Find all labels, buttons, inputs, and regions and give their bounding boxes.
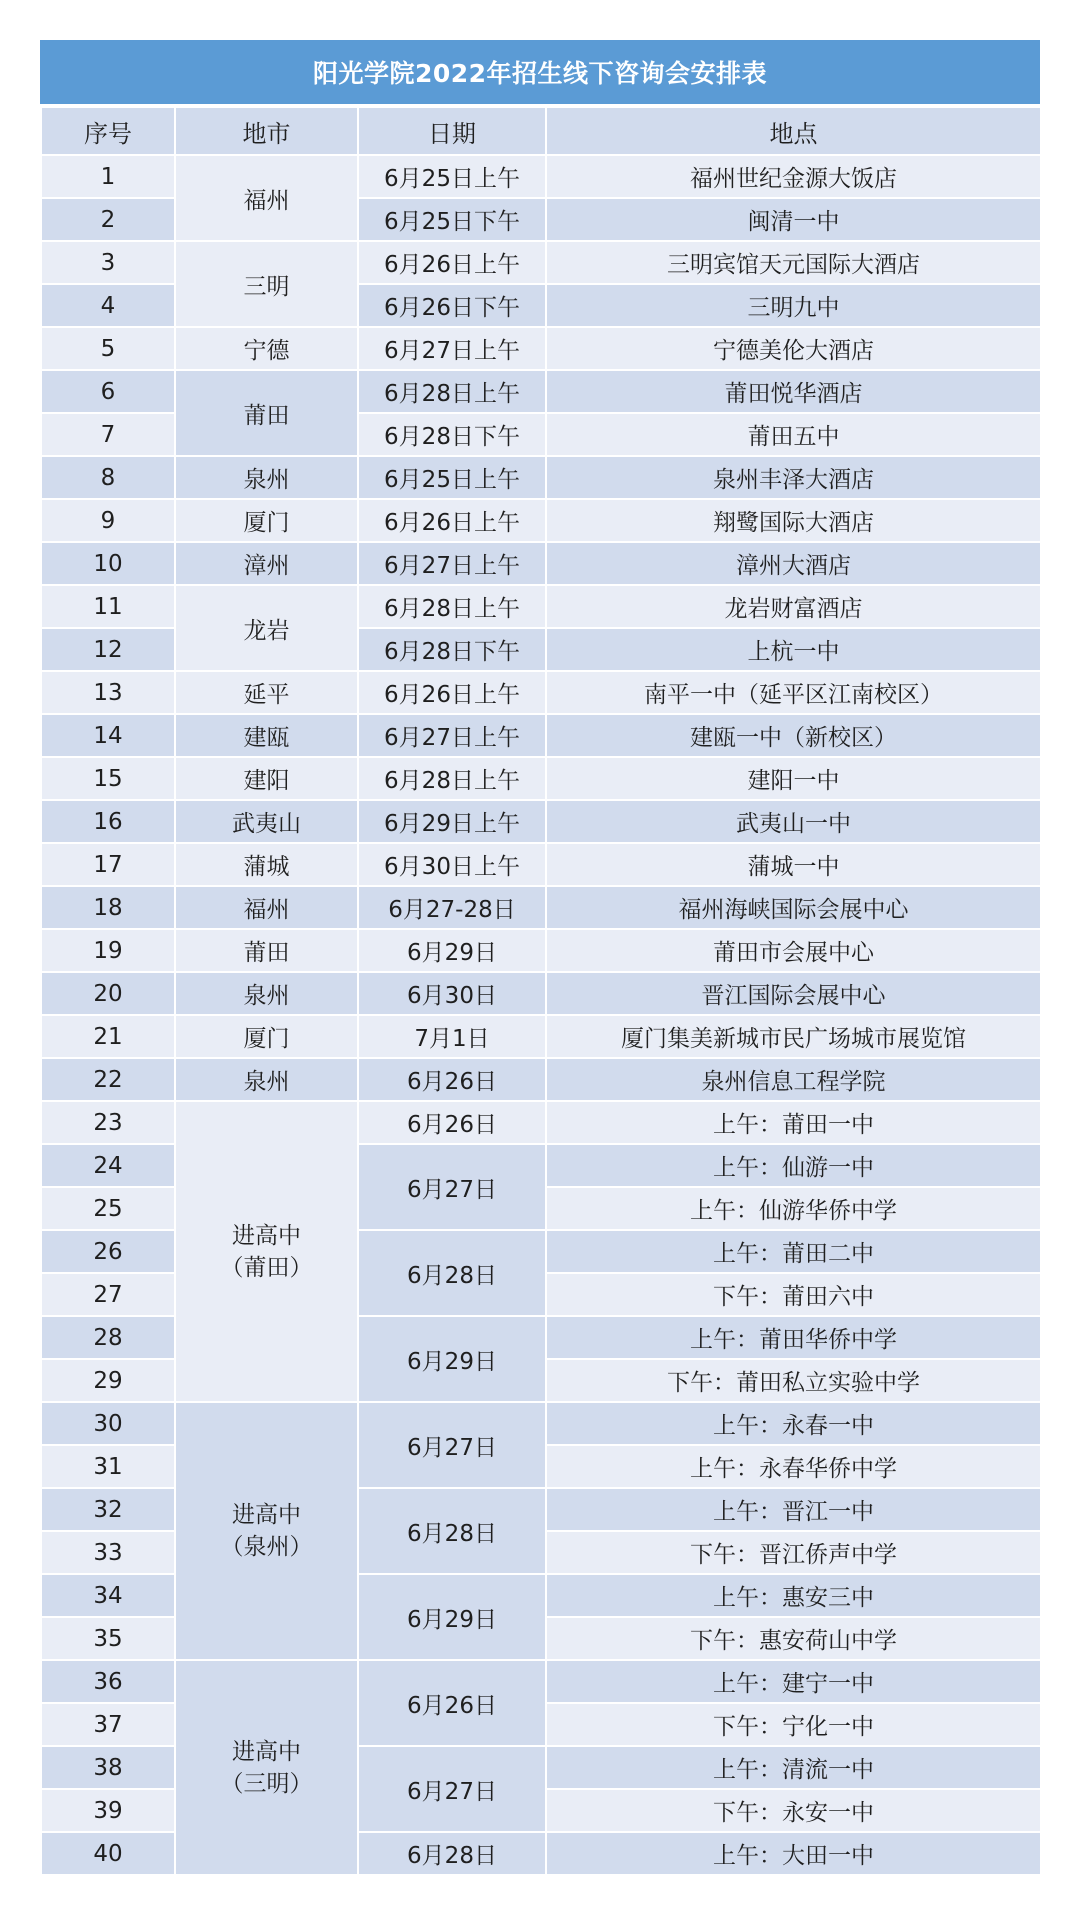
cell-index: 12 bbox=[41, 628, 175, 671]
cell-location: 翔鹭国际大酒店 bbox=[546, 499, 1041, 542]
cell-date: 6月27日上午 bbox=[358, 714, 546, 757]
cell-location: 上午：惠安三中 bbox=[546, 1574, 1041, 1617]
cell-city: 进高中 （三明） bbox=[175, 1660, 358, 1875]
cell-city: 泉州 bbox=[175, 456, 358, 499]
cell-date: 6月27-28日 bbox=[358, 886, 546, 929]
cell-date: 6月26日 bbox=[358, 1058, 546, 1101]
cell-location: 三明宾馆天元国际大酒店 bbox=[546, 241, 1041, 284]
cell-location: 下午：惠安荷山中学 bbox=[546, 1617, 1041, 1660]
cell-city: 龙岩 bbox=[175, 585, 358, 671]
cell-location: 建瓯一中（新校区） bbox=[546, 714, 1041, 757]
cell-date: 6月26日上午 bbox=[358, 671, 546, 714]
cell-location: 三明九中 bbox=[546, 284, 1041, 327]
cell-index: 11 bbox=[41, 585, 175, 628]
header-index: 序号 bbox=[41, 107, 175, 155]
cell-location: 莆田五中 bbox=[546, 413, 1041, 456]
cell-location: 下午：莆田六中 bbox=[546, 1273, 1041, 1316]
cell-index: 21 bbox=[41, 1015, 175, 1058]
cell-index: 35 bbox=[41, 1617, 175, 1660]
cell-location: 上午：永春华侨中学 bbox=[546, 1445, 1041, 1488]
cell-index: 16 bbox=[41, 800, 175, 843]
cell-index: 36 bbox=[41, 1660, 175, 1703]
table-body bbox=[41, 155, 1041, 1875]
table-title: 阳光学院2022年招生线下咨询会安排表 bbox=[40, 40, 1040, 106]
table-row bbox=[41, 757, 1041, 800]
table-row bbox=[41, 370, 1041, 413]
cell-index: 23 bbox=[41, 1101, 175, 1144]
cell-date: 6月30日上午 bbox=[358, 843, 546, 886]
cell-date: 6月28日上午 bbox=[358, 585, 546, 628]
cell-index: 2 bbox=[41, 198, 175, 241]
cell-city: 莆田 bbox=[175, 929, 358, 972]
cell-date: 6月30日 bbox=[358, 972, 546, 1015]
cell-index: 6 bbox=[41, 370, 175, 413]
table-row bbox=[41, 155, 1041, 198]
cell-city: 泉州 bbox=[175, 1058, 358, 1101]
cell-city: 厦门 bbox=[175, 1015, 358, 1058]
table-row bbox=[41, 456, 1041, 499]
cell-location: 漳州大酒店 bbox=[546, 542, 1041, 585]
cell-location: 上午：建宁一中 bbox=[546, 1660, 1041, 1703]
cell-location: 上杭一中 bbox=[546, 628, 1041, 671]
cell-date: 6月25日下午 bbox=[358, 198, 546, 241]
cell-location: 上午：莆田华侨中学 bbox=[546, 1316, 1041, 1359]
table-row bbox=[41, 542, 1041, 585]
cell-index: 34 bbox=[41, 1574, 175, 1617]
cell-city: 三明 bbox=[175, 241, 358, 327]
cell-date: 6月29日 bbox=[358, 929, 546, 972]
table-row bbox=[41, 499, 1041, 542]
cell-date: 6月25日上午 bbox=[358, 456, 546, 499]
cell-location: 上午：莆田一中 bbox=[546, 1101, 1041, 1144]
header-date: 日期 bbox=[358, 107, 546, 155]
cell-index: 39 bbox=[41, 1789, 175, 1832]
cell-location: 泉州丰泽大酒店 bbox=[546, 456, 1041, 499]
cell-index: 1 bbox=[41, 155, 175, 198]
cell-location: 下午：莆田私立实验中学 bbox=[546, 1359, 1041, 1402]
cell-date: 6月28日上午 bbox=[358, 757, 546, 800]
cell-location: 上午：仙游一中 bbox=[546, 1144, 1041, 1187]
cell-index: 28 bbox=[41, 1316, 175, 1359]
cell-location: 下午：宁化一中 bbox=[546, 1703, 1041, 1746]
cell-location: 上午：莆田二中 bbox=[546, 1230, 1041, 1273]
header-row bbox=[41, 107, 1041, 155]
cell-city: 进高中 （莆田） bbox=[175, 1101, 358, 1402]
cell-index: 32 bbox=[41, 1488, 175, 1531]
cell-location: 晋江国际会展中心 bbox=[546, 972, 1041, 1015]
table-row bbox=[41, 972, 1041, 1015]
cell-date: 6月25日上午 bbox=[358, 155, 546, 198]
cell-city: 延平 bbox=[175, 671, 358, 714]
table-row bbox=[41, 1660, 1041, 1703]
cell-date: 6月28日 bbox=[358, 1832, 546, 1875]
cell-location: 上午：晋江一中 bbox=[546, 1488, 1041, 1531]
cell-index: 8 bbox=[41, 456, 175, 499]
cell-location: 南平一中（延平区江南校区） bbox=[546, 671, 1041, 714]
cell-location: 上午：清流一中 bbox=[546, 1746, 1041, 1789]
cell-city: 建瓯 bbox=[175, 714, 358, 757]
table-row bbox=[41, 671, 1041, 714]
cell-index: 18 bbox=[41, 886, 175, 929]
table-row bbox=[41, 714, 1041, 757]
cell-city: 建阳 bbox=[175, 757, 358, 800]
table-row bbox=[41, 1058, 1041, 1101]
cell-city: 泉州 bbox=[175, 972, 358, 1015]
cell-city: 福州 bbox=[175, 886, 358, 929]
cell-location: 蒲城一中 bbox=[546, 843, 1041, 886]
table-row bbox=[41, 1402, 1041, 1445]
cell-index: 30 bbox=[41, 1402, 175, 1445]
cell-index: 15 bbox=[41, 757, 175, 800]
cell-city: 福州 bbox=[175, 155, 358, 241]
table-row bbox=[41, 327, 1041, 370]
cell-index: 22 bbox=[41, 1058, 175, 1101]
cell-location: 下午：永安一中 bbox=[546, 1789, 1041, 1832]
cell-location: 上午：仙游华侨中学 bbox=[546, 1187, 1041, 1230]
cell-date: 6月27日 bbox=[358, 1746, 546, 1832]
cell-index: 38 bbox=[41, 1746, 175, 1789]
cell-date: 6月29日 bbox=[358, 1574, 546, 1660]
cell-index: 14 bbox=[41, 714, 175, 757]
table-row bbox=[41, 886, 1041, 929]
cell-date: 6月29日 bbox=[358, 1316, 546, 1402]
cell-city: 漳州 bbox=[175, 542, 358, 585]
cell-date: 6月26日上午 bbox=[358, 499, 546, 542]
cell-date: 6月27日 bbox=[358, 1144, 546, 1230]
cell-date: 6月29日上午 bbox=[358, 800, 546, 843]
header-location: 地点 bbox=[546, 107, 1041, 155]
cell-index: 33 bbox=[41, 1531, 175, 1574]
cell-index: 25 bbox=[41, 1187, 175, 1230]
cell-location: 宁德美伦大酒店 bbox=[546, 327, 1041, 370]
cell-index: 26 bbox=[41, 1230, 175, 1273]
cell-date: 6月28日下午 bbox=[358, 413, 546, 456]
table-row bbox=[41, 929, 1041, 972]
header-city: 地市 bbox=[175, 107, 358, 155]
cell-location: 闽清一中 bbox=[546, 198, 1041, 241]
cell-location: 莆田悦华酒店 bbox=[546, 370, 1041, 413]
cell-index: 3 bbox=[41, 241, 175, 284]
cell-city: 进高中 （泉州） bbox=[175, 1402, 358, 1660]
cell-index: 31 bbox=[41, 1445, 175, 1488]
cell-location: 龙岩财富酒店 bbox=[546, 585, 1041, 628]
cell-date: 6月26日下午 bbox=[358, 284, 546, 327]
table-row bbox=[41, 1101, 1041, 1144]
table-row bbox=[41, 241, 1041, 284]
cell-location: 泉州信息工程学院 bbox=[546, 1058, 1041, 1101]
table-row bbox=[41, 585, 1041, 628]
cell-date: 6月28日 bbox=[358, 1488, 546, 1574]
cell-date: 6月27日上午 bbox=[358, 542, 546, 585]
cell-index: 24 bbox=[41, 1144, 175, 1187]
cell-index: 17 bbox=[41, 843, 175, 886]
cell-index: 37 bbox=[41, 1703, 175, 1746]
cell-index: 4 bbox=[41, 284, 175, 327]
cell-city: 蒲城 bbox=[175, 843, 358, 886]
cell-index: 27 bbox=[41, 1273, 175, 1316]
cell-index: 10 bbox=[41, 542, 175, 585]
cell-index: 40 bbox=[41, 1832, 175, 1875]
cell-date: 6月28日上午 bbox=[358, 370, 546, 413]
schedule-table bbox=[40, 106, 1042, 1876]
cell-index: 7 bbox=[41, 413, 175, 456]
table-row bbox=[41, 843, 1041, 886]
table-row bbox=[41, 800, 1041, 843]
cell-date: 6月26日 bbox=[358, 1660, 546, 1746]
cell-location: 福州海峡国际会展中心 bbox=[546, 886, 1041, 929]
cell-city: 厦门 bbox=[175, 499, 358, 542]
cell-location: 福州世纪金源大饭店 bbox=[546, 155, 1041, 198]
cell-date: 6月27日上午 bbox=[358, 327, 546, 370]
cell-index: 29 bbox=[41, 1359, 175, 1402]
cell-date: 6月28日下午 bbox=[358, 628, 546, 671]
cell-date: 6月27日 bbox=[358, 1402, 546, 1488]
cell-date: 7月1日 bbox=[358, 1015, 546, 1058]
cell-location: 厦门集美新城市民广场城市展览馆 bbox=[546, 1015, 1041, 1058]
cell-location: 上午：大田一中 bbox=[546, 1832, 1041, 1875]
cell-location: 建阳一中 bbox=[546, 757, 1041, 800]
schedule-sheet bbox=[40, 40, 1040, 1876]
cell-city: 宁德 bbox=[175, 327, 358, 370]
cell-location: 下午：晋江侨声中学 bbox=[546, 1531, 1041, 1574]
cell-index: 9 bbox=[41, 499, 175, 542]
cell-date: 6月26日 bbox=[358, 1101, 546, 1144]
table-row bbox=[41, 1015, 1041, 1058]
cell-location: 莆田市会展中心 bbox=[546, 929, 1041, 972]
cell-city: 武夷山 bbox=[175, 800, 358, 843]
cell-location: 上午：永春一中 bbox=[546, 1402, 1041, 1445]
cell-index: 5 bbox=[41, 327, 175, 370]
cell-index: 19 bbox=[41, 929, 175, 972]
cell-index: 20 bbox=[41, 972, 175, 1015]
cell-date: 6月28日 bbox=[358, 1230, 546, 1316]
cell-date: 6月26日上午 bbox=[358, 241, 546, 284]
cell-index: 13 bbox=[41, 671, 175, 714]
cell-location: 武夷山一中 bbox=[546, 800, 1041, 843]
cell-city: 莆田 bbox=[175, 370, 358, 456]
